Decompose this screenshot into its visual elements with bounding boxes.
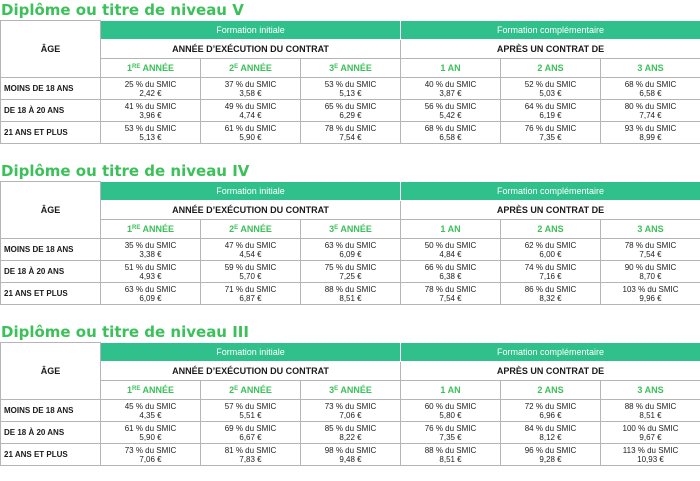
year-ordinal: E bbox=[334, 386, 339, 392]
salary-cell bbox=[401, 422, 501, 444]
hourly-amount: 5,80 € bbox=[439, 410, 462, 420]
salary-cell bbox=[301, 261, 401, 283]
salary-cell bbox=[301, 100, 401, 122]
smic-percentage: 50 % du SMIC bbox=[424, 240, 477, 250]
salary-cell bbox=[201, 100, 301, 122]
smic-percentage: 73 % du SMIC bbox=[124, 445, 177, 455]
hourly-amount: 5,70 € bbox=[239, 271, 262, 281]
initial-training-header: Formation initiale bbox=[101, 343, 401, 362]
salary-cell bbox=[301, 444, 401, 466]
hourly-amount: 8,99 € bbox=[639, 132, 662, 142]
age-column-header: ÂGE bbox=[1, 343, 101, 400]
smic-percentage: 66 % du SMIC bbox=[424, 262, 477, 272]
smic-percentage: 47 % du SMIC bbox=[224, 240, 277, 250]
salary-cell bbox=[601, 400, 700, 422]
age-group-label: 21 ANS ET PLUS bbox=[1, 444, 101, 466]
salary-cell bbox=[301, 239, 401, 261]
hourly-amount: 6,29 € bbox=[339, 110, 362, 120]
year-ordinal: E bbox=[334, 225, 339, 231]
contract-duration-header: 3 ANS bbox=[601, 220, 700, 239]
hourly-amount: 6,58 € bbox=[639, 88, 662, 98]
contract-duration-header: 3 ANS bbox=[601, 59, 700, 78]
year-word: ANNÉE bbox=[340, 63, 372, 73]
hourly-amount: 6,67 € bbox=[239, 432, 262, 442]
salary-cell bbox=[101, 122, 201, 144]
year-number: 3 bbox=[329, 63, 335, 73]
smic-percentage: 72 % du SMIC bbox=[524, 401, 577, 411]
salary-cell bbox=[101, 444, 201, 466]
salary-cell bbox=[601, 122, 700, 144]
year-header bbox=[101, 381, 201, 400]
hourly-amount: 9,96 € bbox=[639, 293, 662, 303]
table-row bbox=[1, 400, 700, 422]
hourly-amount: 9,48 € bbox=[339, 454, 362, 464]
smic-percentage: 69 % du SMIC bbox=[224, 423, 277, 433]
salary-cell bbox=[201, 400, 301, 422]
year-ordinal: RE bbox=[131, 386, 141, 392]
after-contract-subheader: APRÈS UN CONTRAT DE bbox=[401, 201, 700, 220]
hourly-amount: 7,54 € bbox=[339, 132, 362, 142]
salary-cell bbox=[401, 283, 501, 305]
year-word: ANNÉE bbox=[142, 63, 175, 73]
salary-cell bbox=[201, 239, 301, 261]
hourly-amount: 3,96 € bbox=[139, 110, 162, 120]
smic-percentage: 65 % du SMIC bbox=[324, 101, 377, 111]
complementary-training-header: Formation complémentaire bbox=[401, 343, 700, 362]
table-row bbox=[1, 78, 700, 100]
smic-percentage: 37 % du SMIC bbox=[224, 79, 277, 89]
year-ordinal: RE bbox=[131, 225, 141, 231]
table-row bbox=[1, 444, 700, 466]
hourly-amount: 3,87 € bbox=[439, 88, 462, 98]
salary-cell bbox=[201, 78, 301, 100]
hourly-amount: 7,54 € bbox=[639, 249, 662, 259]
smic-percentage: 71 % du SMIC bbox=[224, 284, 277, 294]
section-title: Diplôme ou titre de niveau IV bbox=[1, 162, 250, 180]
table-row bbox=[1, 122, 700, 144]
age-group-label: MOINS DE 18 ANS bbox=[1, 78, 101, 100]
salary-table bbox=[0, 20, 700, 144]
salary-cell bbox=[401, 100, 501, 122]
smic-percentage: 78 % du SMIC bbox=[624, 240, 677, 250]
year-word: ANNÉE bbox=[142, 385, 175, 395]
hourly-amount: 4,54 € bbox=[239, 249, 262, 259]
salary-cell bbox=[501, 400, 601, 422]
age-group-label: 21 ANS ET PLUS bbox=[1, 122, 101, 144]
salary-cell bbox=[501, 122, 601, 144]
age-group-label: 21 ANS ET PLUS bbox=[1, 283, 101, 305]
year-word: ANNÉE bbox=[240, 224, 272, 234]
smic-percentage: 63 % du SMIC bbox=[324, 240, 377, 250]
hourly-amount: 7,16 € bbox=[539, 271, 562, 281]
hourly-amount: 10,93 € bbox=[637, 454, 664, 464]
age-group-label: DE 18 À 20 ANS bbox=[1, 100, 101, 122]
smic-percentage: 81 % du SMIC bbox=[224, 445, 277, 455]
smic-percentage: 96 % du SMIC bbox=[524, 445, 577, 455]
salary-cell bbox=[501, 78, 601, 100]
age-group-label: MOINS DE 18 ANS bbox=[1, 400, 101, 422]
smic-percentage: 80 % du SMIC bbox=[624, 101, 677, 111]
year-number: 3 bbox=[329, 385, 335, 395]
salary-cell bbox=[601, 444, 700, 466]
table-row bbox=[1, 261, 700, 283]
smic-percentage: 59 % du SMIC bbox=[224, 262, 277, 272]
hourly-amount: 5,42 € bbox=[439, 110, 462, 120]
smic-percentage: 113 % du SMIC bbox=[622, 445, 679, 455]
section-title: Diplôme ou titre de niveau V bbox=[1, 1, 244, 19]
salary-cell bbox=[301, 400, 401, 422]
year-header bbox=[201, 220, 301, 239]
smic-percentage: 68 % du SMIC bbox=[624, 79, 677, 89]
complementary-training-header: Formation complémentaire bbox=[401, 182, 700, 201]
smic-percentage: 52 % du SMIC bbox=[524, 79, 577, 89]
hourly-amount: 4,84 € bbox=[439, 249, 462, 259]
smic-percentage: 76 % du SMIC bbox=[524, 123, 577, 133]
hourly-amount: 5,90 € bbox=[139, 432, 162, 442]
year-ordinal: E bbox=[234, 225, 239, 231]
smic-percentage: 73 % du SMIC bbox=[324, 401, 377, 411]
year-number: 2 bbox=[229, 224, 235, 234]
salary-table bbox=[0, 181, 700, 305]
salary-cell bbox=[101, 283, 201, 305]
salary-cell bbox=[201, 422, 301, 444]
year-word: ANNÉE bbox=[340, 385, 372, 395]
salary-cell bbox=[101, 100, 201, 122]
smic-percentage: 86 % du SMIC bbox=[524, 284, 577, 294]
year-word: ANNÉE bbox=[240, 63, 272, 73]
salary-cell bbox=[601, 261, 700, 283]
salary-cell bbox=[301, 422, 401, 444]
smic-percentage: 100 % du SMIC bbox=[622, 423, 679, 433]
hourly-amount: 8,51 € bbox=[439, 454, 462, 464]
salary-cell bbox=[601, 78, 700, 100]
smic-percentage: 61 % du SMIC bbox=[224, 123, 277, 133]
hourly-amount: 3,38 € bbox=[139, 249, 162, 259]
hourly-amount: 6,19 € bbox=[539, 110, 562, 120]
salary-cell bbox=[501, 100, 601, 122]
table-row bbox=[1, 283, 700, 305]
smic-percentage: 98 % du SMIC bbox=[324, 445, 377, 455]
salary-cell bbox=[601, 283, 700, 305]
smic-percentage: 78 % du SMIC bbox=[424, 284, 477, 294]
smic-percentage: 88 % du SMIC bbox=[324, 284, 377, 294]
salary-cell bbox=[201, 444, 301, 466]
year-word: ANNÉE bbox=[240, 385, 272, 395]
salary-cell bbox=[501, 422, 601, 444]
hourly-amount: 3,58 € bbox=[239, 88, 262, 98]
contract-duration-header: 2 ANS bbox=[501, 220, 601, 239]
contract-year-subheader: ANNÉE D’EXÉCUTION DU CONTRAT bbox=[101, 201, 401, 220]
year-ordinal: RE bbox=[131, 64, 141, 70]
hourly-amount: 4,35 € bbox=[139, 410, 162, 420]
hourly-amount: 6,09 € bbox=[339, 249, 362, 259]
contract-duration-header: 1 AN bbox=[401, 220, 501, 239]
age-column-header: ÂGE bbox=[1, 21, 101, 78]
hourly-amount: 9,67 € bbox=[639, 432, 662, 442]
year-ordinal: E bbox=[234, 64, 239, 70]
hourly-amount: 5,03 € bbox=[539, 88, 562, 98]
after-contract-subheader: APRÈS UN CONTRAT DE bbox=[401, 362, 700, 381]
contract-duration-header: 2 ANS bbox=[501, 381, 601, 400]
hourly-amount: 7,35 € bbox=[539, 132, 562, 142]
hourly-amount: 6,00 € bbox=[539, 249, 562, 259]
table-row bbox=[1, 422, 700, 444]
smic-percentage: 41 % du SMIC bbox=[124, 101, 177, 111]
salary-cell bbox=[101, 422, 201, 444]
salary-cell bbox=[601, 422, 700, 444]
initial-training-header: Formation initiale bbox=[101, 182, 401, 201]
salary-cell bbox=[201, 261, 301, 283]
smic-percentage: 88 % du SMIC bbox=[424, 445, 477, 455]
year-word: ANNÉE bbox=[340, 224, 372, 234]
salary-cell bbox=[501, 444, 601, 466]
hourly-amount: 9,28 € bbox=[539, 454, 562, 464]
salary-cell bbox=[501, 283, 601, 305]
age-group-label: DE 18 À 20 ANS bbox=[1, 261, 101, 283]
smic-percentage: 74 % du SMIC bbox=[524, 262, 577, 272]
age-group-label: DE 18 À 20 ANS bbox=[1, 422, 101, 444]
year-header bbox=[301, 59, 401, 78]
hourly-amount: 8,32 € bbox=[539, 293, 562, 303]
year-header bbox=[101, 220, 201, 239]
hourly-amount: 8,51 € bbox=[639, 410, 662, 420]
age-group-label: MOINS DE 18 ANS bbox=[1, 239, 101, 261]
smic-percentage: 45 % du SMIC bbox=[124, 401, 177, 411]
hourly-amount: 7,06 € bbox=[339, 410, 362, 420]
salary-cell bbox=[401, 400, 501, 422]
hourly-amount: 7,74 € bbox=[639, 110, 662, 120]
smic-percentage: 62 % du SMIC bbox=[524, 240, 577, 250]
contract-duration-header: 2 ANS bbox=[501, 59, 601, 78]
year-word: ANNÉE bbox=[142, 224, 175, 234]
contract-duration-header: 3 ANS bbox=[601, 381, 700, 400]
contract-duration-header: 1 AN bbox=[401, 59, 501, 78]
hourly-amount: 7,06 € bbox=[139, 454, 162, 464]
smic-percentage: 25 % du SMIC bbox=[124, 79, 177, 89]
hourly-amount: 5,51 € bbox=[239, 410, 262, 420]
salary-table bbox=[0, 342, 700, 466]
salary-cell bbox=[401, 78, 501, 100]
salary-cell bbox=[101, 78, 201, 100]
salary-cell bbox=[101, 261, 201, 283]
salary-cell bbox=[401, 444, 501, 466]
hourly-amount: 5,13 € bbox=[339, 88, 362, 98]
salary-cell bbox=[201, 122, 301, 144]
salary-cell bbox=[501, 261, 601, 283]
year-number: 3 bbox=[329, 224, 335, 234]
hourly-amount: 7,83 € bbox=[239, 454, 262, 464]
smic-percentage: 88 % du SMIC bbox=[624, 401, 677, 411]
complementary-training-header: Formation complémentaire bbox=[401, 21, 700, 40]
smic-percentage: 40 % du SMIC bbox=[424, 79, 477, 89]
smic-percentage: 53 % du SMIC bbox=[124, 123, 177, 133]
smic-percentage: 78 % du SMIC bbox=[324, 123, 377, 133]
hourly-amount: 7,25 € bbox=[339, 271, 362, 281]
hourly-amount: 8,12 € bbox=[539, 432, 562, 442]
smic-percentage: 93 % du SMIC bbox=[624, 123, 677, 133]
smic-percentage: 68 % du SMIC bbox=[424, 123, 477, 133]
smic-percentage: 49 % du SMIC bbox=[224, 101, 277, 111]
year-header bbox=[201, 381, 301, 400]
smic-percentage: 53 % du SMIC bbox=[324, 79, 377, 89]
salary-cell bbox=[301, 122, 401, 144]
smic-percentage: 90 % du SMIC bbox=[624, 262, 677, 272]
year-number: 2 bbox=[229, 63, 235, 73]
year-number: 1 bbox=[126, 224, 132, 234]
year-header bbox=[201, 59, 301, 78]
smic-percentage: 60 % du SMIC bbox=[424, 401, 477, 411]
salary-cell bbox=[101, 400, 201, 422]
year-number: 1 bbox=[126, 385, 132, 395]
smic-percentage: 76 % du SMIC bbox=[424, 423, 477, 433]
hourly-amount: 6,87 € bbox=[239, 293, 262, 303]
contract-year-subheader: ANNÉE D’EXÉCUTION DU CONTRAT bbox=[101, 40, 401, 59]
smic-percentage: 103 % du SMIC bbox=[622, 284, 679, 294]
salary-cell bbox=[601, 239, 700, 261]
salary-cell bbox=[601, 100, 700, 122]
contract-year-subheader: ANNÉE D’EXÉCUTION DU CONTRAT bbox=[101, 362, 401, 381]
smic-percentage: 75 % du SMIC bbox=[324, 262, 377, 272]
salary-cell bbox=[101, 239, 201, 261]
hourly-amount: 8,51 € bbox=[339, 293, 362, 303]
smic-percentage: 61 % du SMIC bbox=[124, 423, 177, 433]
smic-percentage: 63 % du SMIC bbox=[124, 284, 177, 294]
smic-percentage: 51 % du SMIC bbox=[124, 262, 177, 272]
after-contract-subheader: APRÈS UN CONTRAT DE bbox=[401, 40, 700, 59]
smic-percentage: 64 % du SMIC bbox=[524, 101, 577, 111]
hourly-amount: 4,93 € bbox=[139, 271, 162, 281]
salary-cell bbox=[401, 122, 501, 144]
hourly-amount: 7,35 € bbox=[439, 432, 462, 442]
salary-cell bbox=[301, 78, 401, 100]
smic-percentage: 85 % du SMIC bbox=[324, 423, 377, 433]
hourly-amount: 6,58 € bbox=[439, 132, 462, 142]
hourly-amount: 4,74 € bbox=[239, 110, 262, 120]
smic-percentage: 57 % du SMIC bbox=[224, 401, 277, 411]
hourly-amount: 5,13 € bbox=[139, 132, 162, 142]
year-number: 1 bbox=[126, 63, 132, 73]
table-row bbox=[1, 239, 700, 261]
section-title: Diplôme ou titre de niveau III bbox=[1, 323, 249, 341]
hourly-amount: 8,22 € bbox=[339, 432, 362, 442]
year-header bbox=[301, 220, 401, 239]
smic-percentage: 84 % du SMIC bbox=[524, 423, 577, 433]
salary-cell bbox=[501, 239, 601, 261]
table-row bbox=[1, 100, 700, 122]
salary-cell bbox=[201, 283, 301, 305]
hourly-amount: 6,96 € bbox=[539, 410, 562, 420]
smic-percentage: 56 % du SMIC bbox=[424, 101, 477, 111]
smic-percentage: 35 % du SMIC bbox=[124, 240, 177, 250]
year-ordinal: E bbox=[234, 386, 239, 392]
year-header bbox=[101, 59, 201, 78]
year-number: 2 bbox=[229, 385, 235, 395]
hourly-amount: 6,09 € bbox=[139, 293, 162, 303]
year-ordinal: E bbox=[334, 64, 339, 70]
hourly-amount: 5,90 € bbox=[239, 132, 262, 142]
hourly-amount: 2,42 € bbox=[139, 88, 162, 98]
salary-cell bbox=[401, 239, 501, 261]
contract-duration-header: 1 AN bbox=[401, 381, 501, 400]
hourly-amount: 8,70 € bbox=[639, 271, 662, 281]
hourly-amount: 7,54 € bbox=[439, 293, 462, 303]
hourly-amount: 6,38 € bbox=[439, 271, 462, 281]
initial-training-header: Formation initiale bbox=[101, 21, 401, 40]
year-header bbox=[301, 381, 401, 400]
salary-cell bbox=[401, 261, 501, 283]
age-column-header: ÂGE bbox=[1, 182, 101, 239]
salary-cell bbox=[301, 283, 401, 305]
